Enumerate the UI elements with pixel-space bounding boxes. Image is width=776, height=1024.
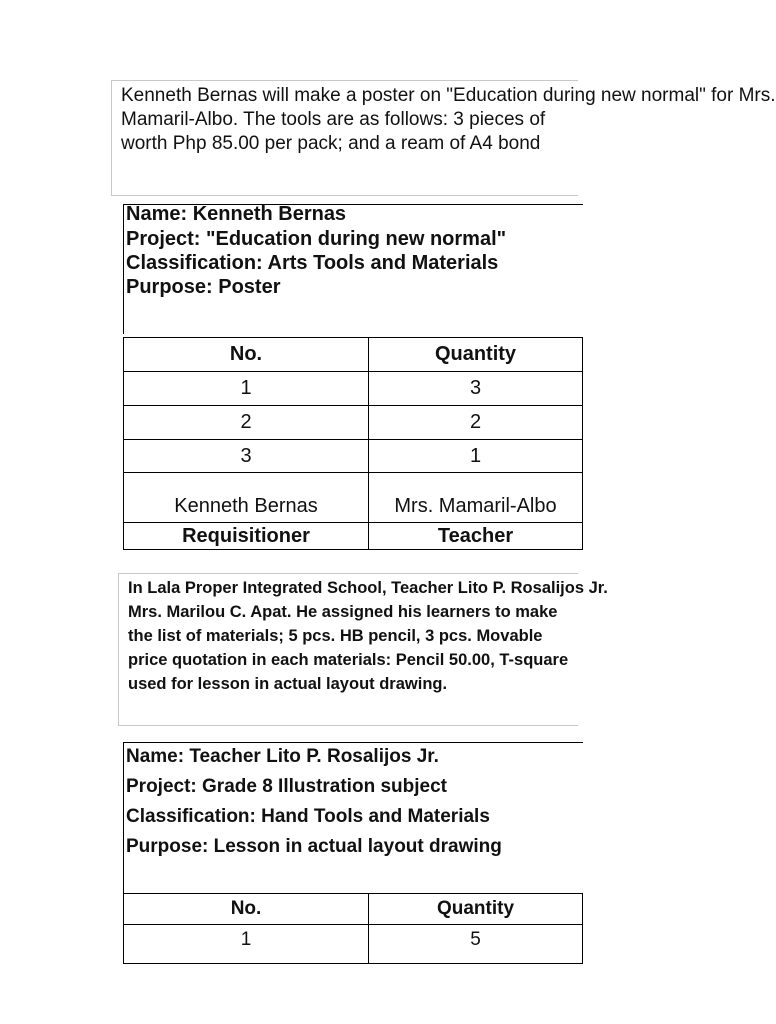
problem-2-line-2: Mrs. Marilou C. Apat. He assigned his learners to make xyxy=(128,603,558,621)
form-1-purpose: Purpose: Poster xyxy=(126,276,281,298)
form-2-row-1-no: 1 xyxy=(123,924,369,964)
form-1-header xyxy=(123,204,583,334)
form-2-header xyxy=(123,742,583,894)
form-1-teacher-name: Mrs. Mamaril-Albo xyxy=(394,495,557,517)
form-2-name: Name: Teacher Lito P. Rosalijos Jr. xyxy=(126,746,439,767)
form-2-row-1-quantity: 5 xyxy=(368,924,583,964)
form-1-header-quantity: Quantity xyxy=(368,337,583,372)
form-1-teacher-label: Teacher xyxy=(368,522,583,550)
form-2-project: Project: Grade 8 Illustration subject xyxy=(126,776,447,797)
form-2-header-quantity: Quantity xyxy=(368,893,583,925)
requisition-form-2 xyxy=(123,742,578,954)
form-1-row-3-no: 3 xyxy=(123,439,369,473)
problem-1-textbox xyxy=(111,80,776,196)
form-1-teacher-name-cell xyxy=(368,472,583,524)
problem-2-line-5: used for lesson in actual layout drawing. xyxy=(128,675,448,693)
problem-2-line-1: In Lala Proper Integrated School, Teacher Lito P. Rosalijos Jr. xyxy=(128,579,608,597)
form-1-row-3-quantity: 1 xyxy=(368,439,583,473)
form-1-row-2-no: 2 xyxy=(123,405,369,440)
form-2-header-no: No. xyxy=(123,893,369,925)
form-1-header-no: No. xyxy=(123,337,369,372)
problem-1-line-3: worth Php 85.00 per pack; and a ream of A4 bond xyxy=(121,133,541,154)
form-2-classification: Classification: Hand Tools and Materials xyxy=(126,806,490,827)
form-2-purpose: Purpose: Lesson in actual layout drawing xyxy=(126,836,502,857)
form-1-classification: Classification: Arts Tools and Materials xyxy=(126,252,499,274)
form-1-project: Project: "Education during new normal" xyxy=(126,228,507,250)
problem-1-line-2: Mamaril-Albo. The tools are as follows: 3 pieces of xyxy=(121,109,546,130)
form-1-requisitioner-label: Requisitioner xyxy=(123,522,369,550)
requisition-form-1 xyxy=(123,204,578,552)
form-1-row-2-quantity: 2 xyxy=(368,405,583,440)
form-1-requisitioner-name: Kenneth Bernas xyxy=(174,495,318,517)
form-1-requisitioner-name-cell xyxy=(123,472,369,524)
problem-1-line-1: Kenneth Bernas will make a poster on "Education during new normal" for Mrs. xyxy=(121,85,776,106)
problem-2-textbox xyxy=(118,573,608,726)
problem-2-line-4: price quotation in each materials: Pencil 50.00, T-square xyxy=(128,651,569,669)
form-1-name: Name: Kenneth Bernas xyxy=(126,203,347,225)
problem-2-line-3: the list of materials; 5 pcs. HB pencil, 3 pcs. Movable xyxy=(128,627,543,645)
form-1-row-1-no: 1 xyxy=(123,371,369,406)
form-1-row-1-quantity: 3 xyxy=(368,371,583,406)
